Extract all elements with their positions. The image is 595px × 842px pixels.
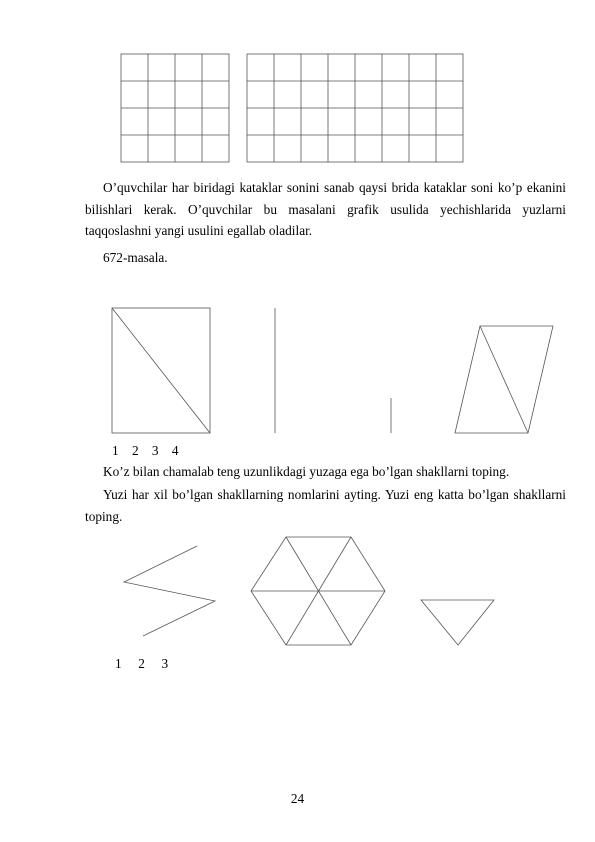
figure-2-labels: 1 2 3 4 [112, 443, 179, 458]
paragraph-question: Yuzi har xil bo’lgan shakllarning nomlarini ayting. Yuzi eng katta bo’lgan shakllarni toping. [85, 487, 566, 524]
problem-title: 672-masala. [103, 250, 168, 265]
shape-zigzag [124, 546, 215, 636]
instruction-line: Ko’z bilan chamalab teng uzunlikdagi yuzaga ega bo’lgan shakllarni toping. [103, 464, 510, 479]
shape-hexagon [251, 537, 385, 645]
shape-triangle [421, 600, 494, 645]
paragraph-intro: O’quvchilar har biridagi kataklar sonini sanab qaysi brida kataklar soni ko’p ekanini bilishlari kerak. O’quvchilar bu masalani grafik usulida yechishlarida yuzlarni taqqoslashni yangi usulini egallab oladilar. [85, 180, 566, 238]
figure-3-labels: 1 2 3 [115, 656, 169, 671]
page-number: 24 [290, 791, 305, 806]
